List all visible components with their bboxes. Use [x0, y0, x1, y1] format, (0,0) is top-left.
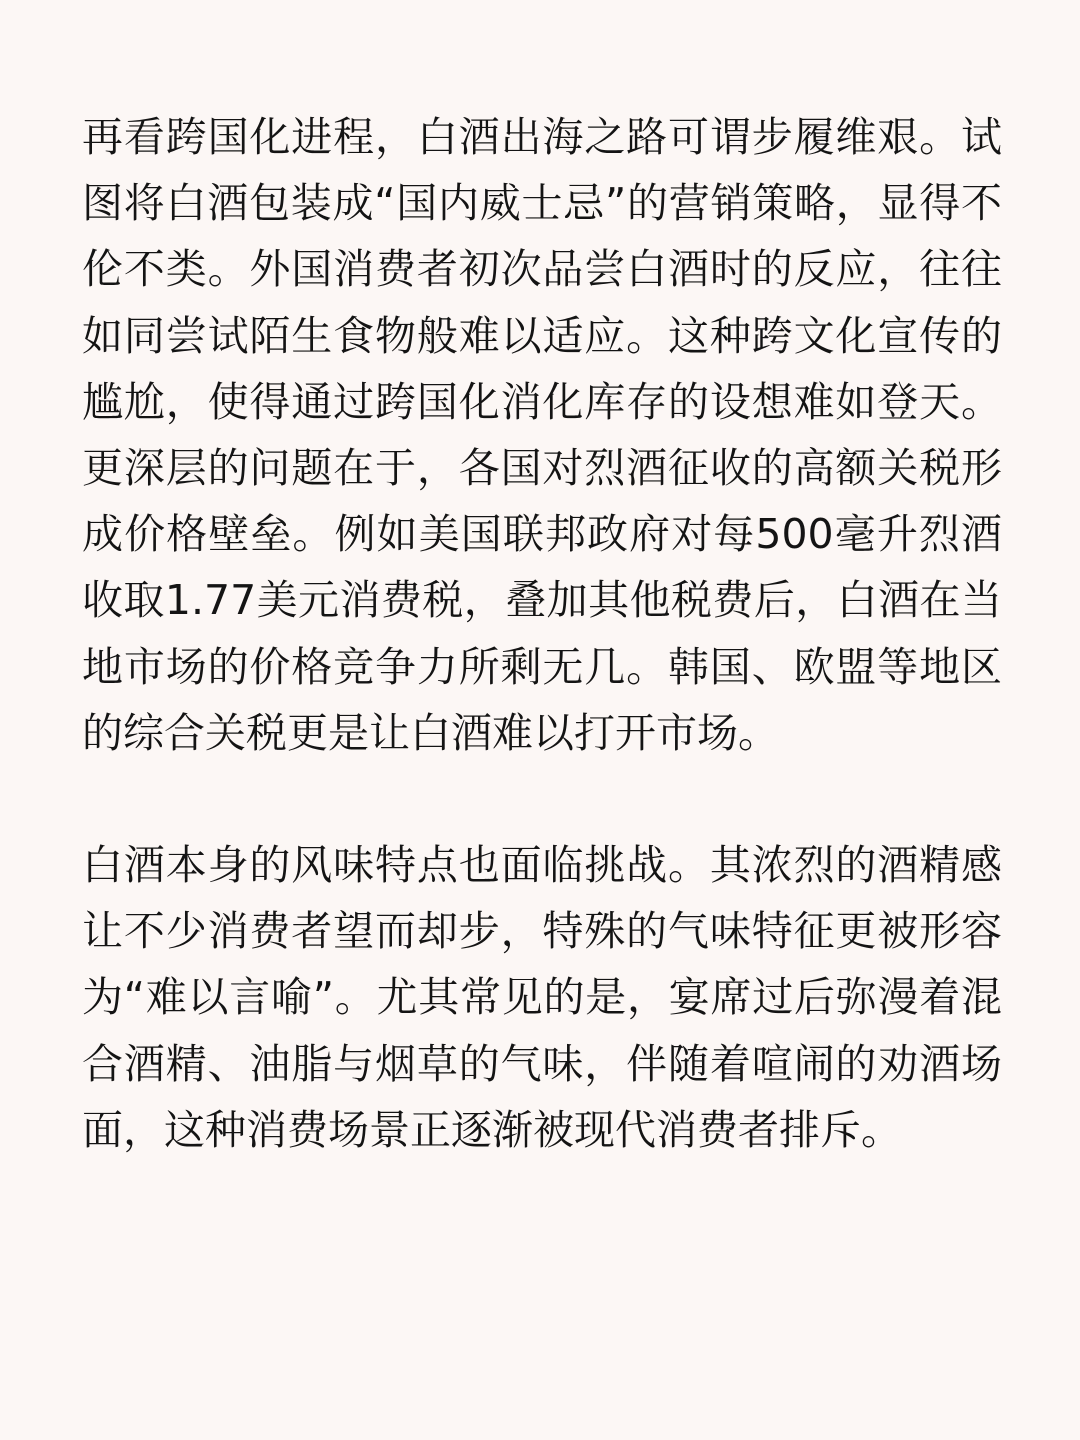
- paragraph-flavor-challenge: 白酒本身的风味特点也面临挑战。其浓烈的酒精感让不少消费者望而却步，特殊的气味特征更被形容为“难以言喻”。尤其常见的是，宴席过后弥漫着混合酒精、油脂与烟草的气味，伴随着喧闹的劝酒场面，这种消费场景正逐渐被现代消费者排斥。: [82, 841, 1002, 1154]
- paragraph-internationalization: 再看跨国化进程，白酒出海之路可谓步履维艰。试图将白酒包装成“国内威士忌”的营销策略，显得不伦不类。外国消费者初次品尝白酒时的反应，往往如同尝试陌生食物般难以适应。这种跨文化宣传的尴尬，使得通过跨国化消化库存的设想难如登天。更深层的问题在于，各国对烈酒征收的高额关税形成价格壁垒。例如美国联邦政府对每500毫升烈酒收取1.77美元消费税，叠加其他税费后，白酒在当地市场的价格竞争力所剩无几。韩国、欧盟等地区的综合关税更是让白酒难以打开市场。: [82, 113, 1002, 757]
- article-body: [82, 104, 1002, 1163]
